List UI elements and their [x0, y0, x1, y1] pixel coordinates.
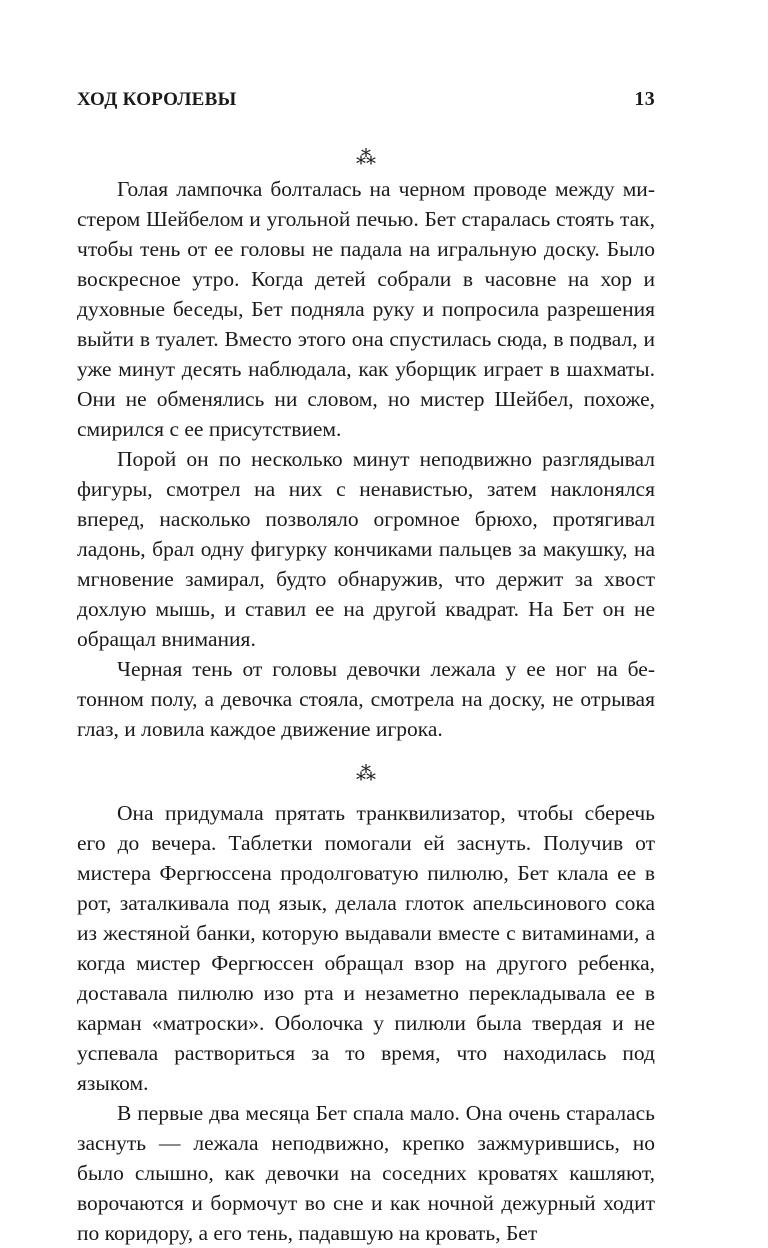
paragraph: Она придумала прятать транквилизатор, чтобы сберечь его до вечера. Таблетки помогали ей заснуть. Получив от мистера Фергюссена продолговатую пилюлю, Бет клала ее в рот, заталкивала под язык, делала глоток апельсинового сока из жестяной банки, которую выдавали вместе с витаминами, а когда мистер Фергюссен обращал взор на другого ребенка, доставала пилюлю изо рта и незаметно перекладывала ее в карман «матроски». Оболочка у пилюли была твердая и не успевала раствориться за то время, что находилась под языком. [77, 801, 655, 1095]
page-number: 13 [634, 88, 655, 110]
section-separator: ⁂ [356, 145, 376, 169]
running-header [77, 88, 655, 122]
book-title: ХОД КОРОЛЕВЫ [77, 89, 237, 110]
paragraph: Голая лампочка болталась на черном проводе между мистером Шейбелом и угольной печью. Бет старалась стоять так, чтобы тень от ее головы не падала на игральную доску. Было воскресное утро. Когда детей собрали в часовне на хор и духовные беседы, Бет подняла руку и попросила разрешения выйти в туалет. Вместо этого она спустилась сюда, в подвал, и уже минут десять наблюдала, как уборщик играет в шахматы. Они не обменялись ни словом, но мистер Шейбел, похоже, смирился с ее присутствием. [77, 177, 655, 441]
paragraph: В первые два месяца Бет спала мало. Она очень старалась заснуть — лежала неподвижно, крепко зажмурившись, но было слышно, как девочки на соседних кроватях кашляют, ворочаются и бормочут во сне и как ночной дежурный ходит по коридору, а его тень, падавшую на кровать, Бет [77, 1101, 655, 1245]
paragraph: Порой он по несколько минут неподвижно разглядывал фигуры, смотрел на них с ненавистью, затем наклонялся вперед, насколько позволяло огромное брюхо, протягивал ладонь, брал одну фигурку кончиками пальцев за макушку, на мгновение замирал, будто обнаружив, что держит за хвост дохлую мышь, и ставил ее на другой квадрат. На Бет он не обращал внимания. [77, 447, 655, 651]
section-separator: ⁂ [356, 761, 376, 785]
section-1 [77, 174, 655, 744]
book-page [77, 88, 655, 1248]
paragraph: Черная тень от головы девочки лежала у ее ног на бетонном полу, а девочка стояла, смотрела на доску, не отрывая глаз, и ловила каждое движение игрока. [77, 657, 655, 741]
section-2 [77, 798, 655, 1248]
